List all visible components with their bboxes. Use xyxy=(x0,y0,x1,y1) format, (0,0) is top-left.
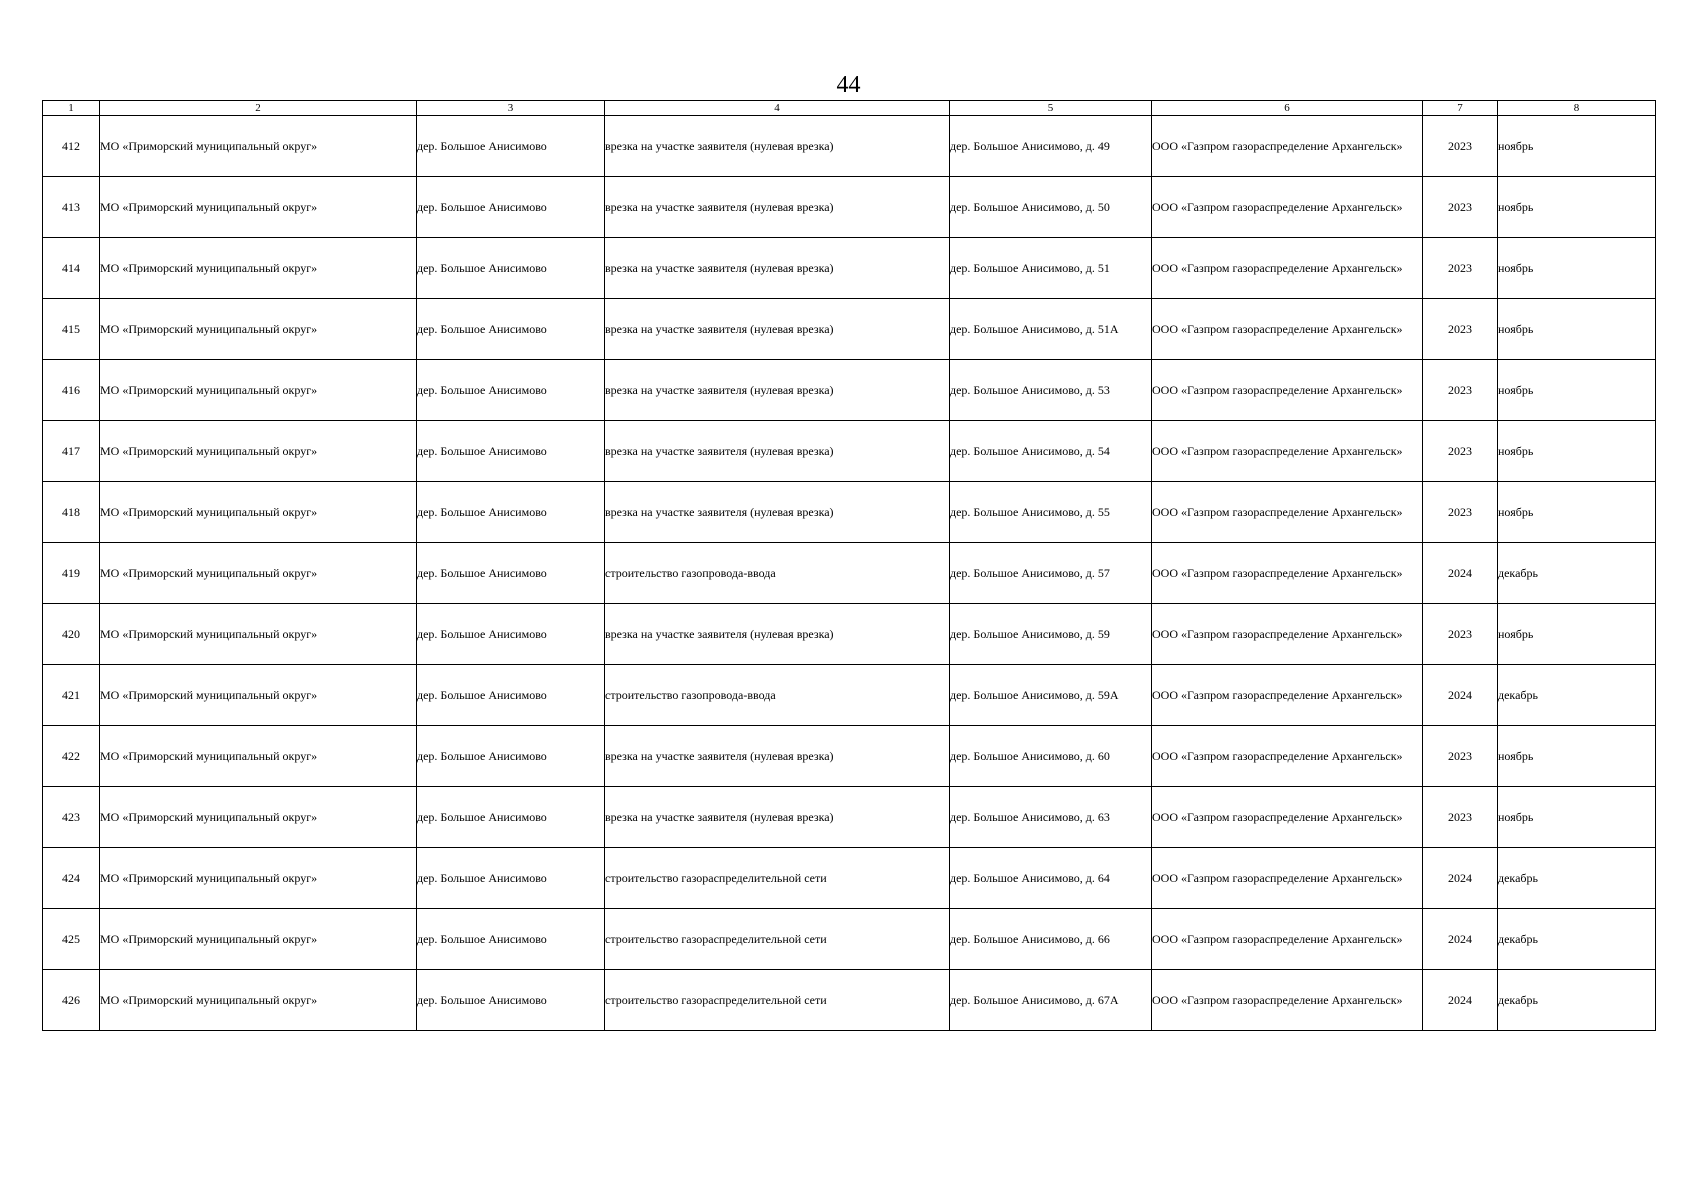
column-header: 3 xyxy=(417,101,605,116)
cell-row-number: 415 xyxy=(43,299,100,360)
cell-organization: ООО «Газпром газораспределение Архангельск» xyxy=(1152,360,1423,421)
cell-address: дер. Большое Анисимово, д. 50 xyxy=(950,177,1152,238)
cell-work-type: врезка на участке заявителя (нулевая врезка) xyxy=(605,604,950,665)
cell-work-type: строительство газораспределительной сети xyxy=(605,970,950,1031)
cell-row-number: 426 xyxy=(43,970,100,1031)
cell-settlement: дер. Большое Анисимово xyxy=(417,726,605,787)
cell-municipality: МО «Приморский муниципальный округ» xyxy=(100,238,417,299)
cell-settlement: дер. Большое Анисимово xyxy=(417,665,605,726)
cell-settlement: дер. Большое Анисимово xyxy=(417,360,605,421)
cell-year: 2023 xyxy=(1423,787,1498,848)
cell-year: 2023 xyxy=(1423,360,1498,421)
table-row xyxy=(43,726,1656,787)
cell-settlement: дер. Большое Анисимово xyxy=(417,909,605,970)
cell-work-type: врезка на участке заявителя (нулевая врезка) xyxy=(605,238,950,299)
cell-organization: ООО «Газпром газораспределение Архангельск» xyxy=(1152,787,1423,848)
cell-address: дер. Большое Анисимово, д. 54 xyxy=(950,421,1152,482)
cell-organization: ООО «Газпром газораспределение Архангельск» xyxy=(1152,177,1423,238)
cell-month: ноябрь xyxy=(1498,482,1656,543)
cell-work-type: строительство газораспределительной сети xyxy=(605,848,950,909)
table-row xyxy=(43,482,1656,543)
table-row xyxy=(43,970,1656,1031)
cell-work-type: врезка на участке заявителя (нулевая врезка) xyxy=(605,360,950,421)
column-header: 5 xyxy=(950,101,1152,116)
column-header: 1 xyxy=(43,101,100,116)
column-header: 6 xyxy=(1152,101,1423,116)
cell-address: дер. Большое Анисимово, д. 63 xyxy=(950,787,1152,848)
cell-month: декабрь xyxy=(1498,909,1656,970)
cell-organization: ООО «Газпром газораспределение Архангельск» xyxy=(1152,665,1423,726)
cell-row-number: 417 xyxy=(43,421,100,482)
cell-row-number: 425 xyxy=(43,909,100,970)
cell-organization: ООО «Газпром газораспределение Архангельск» xyxy=(1152,604,1423,665)
cell-year: 2024 xyxy=(1423,909,1498,970)
cell-address: дер. Большое Анисимово, д. 49 xyxy=(950,116,1152,177)
cell-municipality: МО «Приморский муниципальный округ» xyxy=(100,848,417,909)
cell-month: ноябрь xyxy=(1498,421,1656,482)
cell-month: декабрь xyxy=(1498,665,1656,726)
cell-organization: ООО «Газпром газораспределение Архангельск» xyxy=(1152,299,1423,360)
cell-work-type: врезка на участке заявителя (нулевая врезка) xyxy=(605,299,950,360)
cell-settlement: дер. Большое Анисимово xyxy=(417,970,605,1031)
cell-year: 2024 xyxy=(1423,665,1498,726)
cell-row-number: 414 xyxy=(43,238,100,299)
cell-settlement: дер. Большое Анисимово xyxy=(417,421,605,482)
cell-year: 2023 xyxy=(1423,116,1498,177)
cell-row-number: 420 xyxy=(43,604,100,665)
table-row xyxy=(43,787,1656,848)
cell-month: ноябрь xyxy=(1498,116,1656,177)
cell-row-number: 416 xyxy=(43,360,100,421)
table-row xyxy=(43,604,1656,665)
cell-organization: ООО «Газпром газораспределение Архангельск» xyxy=(1152,726,1423,787)
cell-settlement: дер. Большое Анисимово xyxy=(417,238,605,299)
column-header: 2 xyxy=(100,101,417,116)
cell-row-number: 423 xyxy=(43,787,100,848)
cell-work-type: строительство газопровода-ввода xyxy=(605,665,950,726)
cell-settlement: дер. Большое Анисимово xyxy=(417,116,605,177)
column-header: 4 xyxy=(605,101,950,116)
cell-month: ноябрь xyxy=(1498,177,1656,238)
cell-address: дер. Большое Анисимово, д. 66 xyxy=(950,909,1152,970)
cell-municipality: МО «Приморский муниципальный округ» xyxy=(100,787,417,848)
cell-organization: ООО «Газпром газораспределение Архангельск» xyxy=(1152,116,1423,177)
cell-municipality: МО «Приморский муниципальный округ» xyxy=(100,726,417,787)
cell-year: 2023 xyxy=(1423,177,1498,238)
cell-municipality: МО «Приморский муниципальный округ» xyxy=(100,299,417,360)
table-row xyxy=(43,238,1656,299)
cell-year: 2023 xyxy=(1423,238,1498,299)
page-number: 44 xyxy=(836,72,861,98)
table-row xyxy=(43,665,1656,726)
column-header: 7 xyxy=(1423,101,1498,116)
cell-address: дер. Большое Анисимово, д. 53 xyxy=(950,360,1152,421)
cell-work-type: врезка на участке заявителя (нулевая врезка) xyxy=(605,726,950,787)
cell-row-number: 412 xyxy=(43,116,100,177)
cell-address: дер. Большое Анисимово, д. 55 xyxy=(950,482,1152,543)
cell-row-number: 421 xyxy=(43,665,100,726)
cell-municipality: МО «Приморский муниципальный округ» xyxy=(100,909,417,970)
cell-settlement: дер. Большое Анисимово xyxy=(417,482,605,543)
cell-municipality: МО «Приморский муниципальный округ» xyxy=(100,665,417,726)
cell-settlement: дер. Большое Анисимово xyxy=(417,177,605,238)
cell-work-type: врезка на участке заявителя (нулевая врезка) xyxy=(605,421,950,482)
cell-month: ноябрь xyxy=(1498,299,1656,360)
cell-work-type: врезка на участке заявителя (нулевая врезка) xyxy=(605,177,950,238)
table-row xyxy=(43,848,1656,909)
cell-month: ноябрь xyxy=(1498,238,1656,299)
cell-year: 2023 xyxy=(1423,482,1498,543)
cell-municipality: МО «Приморский муниципальный округ» xyxy=(100,116,417,177)
cell-row-number: 424 xyxy=(43,848,100,909)
cell-work-type: врезка на участке заявителя (нулевая врезка) xyxy=(605,116,950,177)
cell-settlement: дер. Большое Анисимово xyxy=(417,299,605,360)
cell-organization: ООО «Газпром газораспределение Архангельск» xyxy=(1152,482,1423,543)
cell-year: 2023 xyxy=(1423,604,1498,665)
column-number-row xyxy=(43,101,1656,116)
cell-address: дер. Большое Анисимово, д. 57 xyxy=(950,543,1152,604)
cell-address: дер. Большое Анисимово, д. 59 xyxy=(950,604,1152,665)
cell-address: дер. Большое Анисимово, д. 60 xyxy=(950,726,1152,787)
cell-year: 2023 xyxy=(1423,421,1498,482)
table-row xyxy=(43,909,1656,970)
cell-municipality: МО «Приморский муниципальный округ» xyxy=(100,543,417,604)
cell-work-type: строительство газопровода-ввода xyxy=(605,543,950,604)
cell-address: дер. Большое Анисимово, д. 51 xyxy=(950,238,1152,299)
cell-month: ноябрь xyxy=(1498,604,1656,665)
cell-month: декабрь xyxy=(1498,970,1656,1031)
cell-settlement: дер. Большое Анисимово xyxy=(417,848,605,909)
table-row xyxy=(43,177,1656,238)
cell-year: 2024 xyxy=(1423,848,1498,909)
cell-address: дер. Большое Анисимово, д. 51А xyxy=(950,299,1152,360)
cell-address: дер. Большое Анисимово, д. 67А xyxy=(950,970,1152,1031)
cell-row-number: 413 xyxy=(43,177,100,238)
cell-organization: ООО «Газпром газораспределение Архангельск» xyxy=(1152,848,1423,909)
gasification-table xyxy=(42,100,1656,1031)
cell-month: ноябрь xyxy=(1498,726,1656,787)
cell-address: дер. Большое Анисимово, д. 64 xyxy=(950,848,1152,909)
cell-year: 2023 xyxy=(1423,726,1498,787)
cell-row-number: 422 xyxy=(43,726,100,787)
cell-municipality: МО «Приморский муниципальный округ» xyxy=(100,970,417,1031)
table-row xyxy=(43,299,1656,360)
cell-row-number: 419 xyxy=(43,543,100,604)
table-row xyxy=(43,543,1656,604)
cell-year: 2024 xyxy=(1423,543,1498,604)
cell-municipality: МО «Приморский муниципальный округ» xyxy=(100,604,417,665)
cell-settlement: дер. Большое Анисимово xyxy=(417,604,605,665)
cell-settlement: дер. Большое Анисимово xyxy=(417,787,605,848)
cell-work-type: врезка на участке заявителя (нулевая врезка) xyxy=(605,482,950,543)
cell-organization: ООО «Газпром газораспределение Архангельск» xyxy=(1152,909,1423,970)
cell-year: 2023 xyxy=(1423,299,1498,360)
cell-work-type: врезка на участке заявителя (нулевая врезка) xyxy=(605,787,950,848)
table-row xyxy=(43,360,1656,421)
table-row xyxy=(43,116,1656,177)
cell-municipality: МО «Приморский муниципальный округ» xyxy=(100,482,417,543)
cell-organization: ООО «Газпром газораспределение Архангельск» xyxy=(1152,421,1423,482)
table-row xyxy=(43,421,1656,482)
cell-month: декабрь xyxy=(1498,848,1656,909)
cell-organization: ООО «Газпром газораспределение Архангельск» xyxy=(1152,970,1423,1031)
column-header: 8 xyxy=(1498,101,1656,116)
cell-address: дер. Большое Анисимово, д. 59А xyxy=(950,665,1152,726)
cell-municipality: МО «Приморский муниципальный округ» xyxy=(100,177,417,238)
cell-year: 2024 xyxy=(1423,970,1498,1031)
cell-municipality: МО «Приморский муниципальный округ» xyxy=(100,421,417,482)
cell-municipality: МО «Приморский муниципальный округ» xyxy=(100,360,417,421)
cell-organization: ООО «Газпром газораспределение Архангельск» xyxy=(1152,543,1423,604)
cell-row-number: 418 xyxy=(43,482,100,543)
cell-organization: ООО «Газпром газораспределение Архангельск» xyxy=(1152,238,1423,299)
cell-month: декабрь xyxy=(1498,543,1656,604)
cell-work-type: строительство газораспределительной сети xyxy=(605,909,950,970)
cell-settlement: дер. Большое Анисимово xyxy=(417,543,605,604)
cell-month: ноябрь xyxy=(1498,787,1656,848)
cell-month: ноябрь xyxy=(1498,360,1656,421)
